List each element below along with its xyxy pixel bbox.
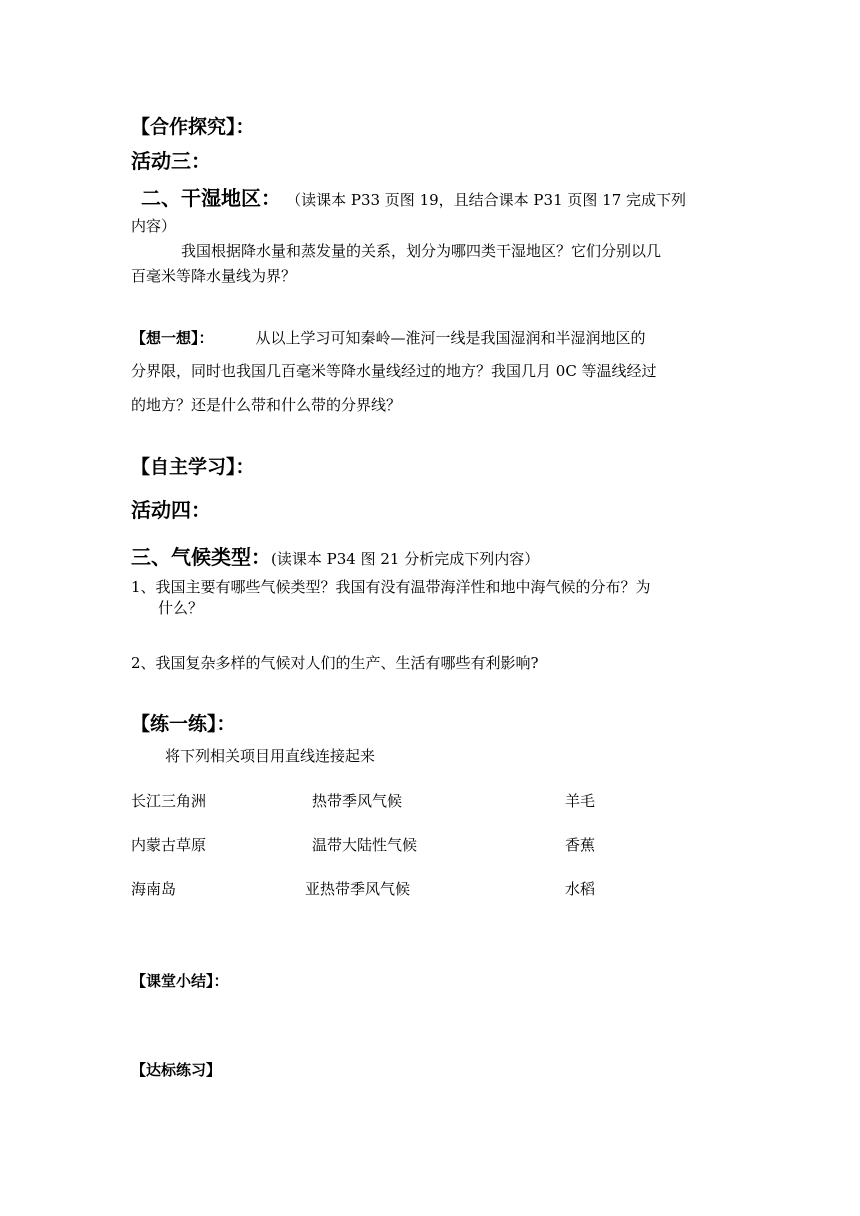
match-product-3: 水稻 bbox=[565, 880, 596, 898]
dry-wet-question-line2: 百毫米等降水量线为界？ bbox=[131, 267, 297, 285]
practice-instruction: 将下列相关项目用直线连接起来 bbox=[165, 747, 376, 765]
self-study-heading: 【自主学习】： bbox=[131, 456, 255, 478]
practice-heading: 【练一练】： bbox=[131, 713, 236, 735]
think-line3: 的地方？还是什么带和什么带的分界线？ bbox=[131, 396, 402, 414]
match-climate-2: 温带大陆性气候 bbox=[312, 836, 418, 854]
climate-question-2: 2、我国复杂多样的气候对人们的生产、生活有哪些有利影响? bbox=[131, 654, 539, 672]
dry-wet-regions-heading: 二、干湿地区： bbox=[141, 186, 281, 210]
climate-types-heading: 三、气候类型： bbox=[131, 545, 271, 569]
dry-wet-regions-note-cont: 内容） bbox=[131, 217, 177, 235]
dry-wet-regions-line bbox=[141, 182, 686, 211]
cooperative-inquiry-heading: 【合作探究】： bbox=[131, 116, 255, 138]
think-heading: 【想一想】： bbox=[131, 329, 214, 347]
match-place-1: 长江三角洲 bbox=[131, 792, 207, 810]
match-product-2: 香蕉 bbox=[565, 836, 596, 854]
think-text-1: 从以上学习可知秦岭—淮河一线是我国湿润和半湿润地区的 bbox=[255, 329, 646, 347]
climate-types-note: (读课本 P34 图 21 分析完成下列内容） bbox=[271, 550, 540, 568]
dry-wet-regions-note: （读课本 P33 页图 19，且结合课本 P31 页图 17 完成下列 bbox=[286, 191, 687, 209]
dry-wet-question-line1: 我国根据降水量和蒸发量的关系，划分为哪四类干湿地区？它们分别以几 bbox=[181, 242, 662, 260]
match-place-3: 海南岛 bbox=[131, 880, 177, 898]
class-summary-heading: 【课堂小结】： bbox=[131, 972, 229, 990]
activity-three-label: 活动三： bbox=[131, 149, 211, 173]
climate-question-1-line2: 什么？ bbox=[158, 599, 204, 617]
climate-types-line bbox=[131, 541, 539, 570]
target-practice-heading: 【达标练习】 bbox=[131, 1061, 222, 1079]
match-product-1: 羊毛 bbox=[565, 792, 596, 810]
match-climate-1: 热带季风气候 bbox=[312, 792, 403, 810]
climate-question-1-line1: 1、我国主要有哪些气候类型？我国有没有温带海洋性和地中海气候的分布？为 bbox=[131, 578, 651, 596]
match-place-2: 内蒙古草原 bbox=[131, 836, 207, 854]
activity-four-label: 活动四： bbox=[131, 498, 211, 522]
match-climate-3: 亚热带季风气候 bbox=[305, 880, 411, 898]
think-line1 bbox=[131, 327, 646, 348]
think-line2: 分界限，同时也我国几百毫米等降水量线经过的地方？我国几月 0C 等温线经过 bbox=[131, 362, 657, 380]
